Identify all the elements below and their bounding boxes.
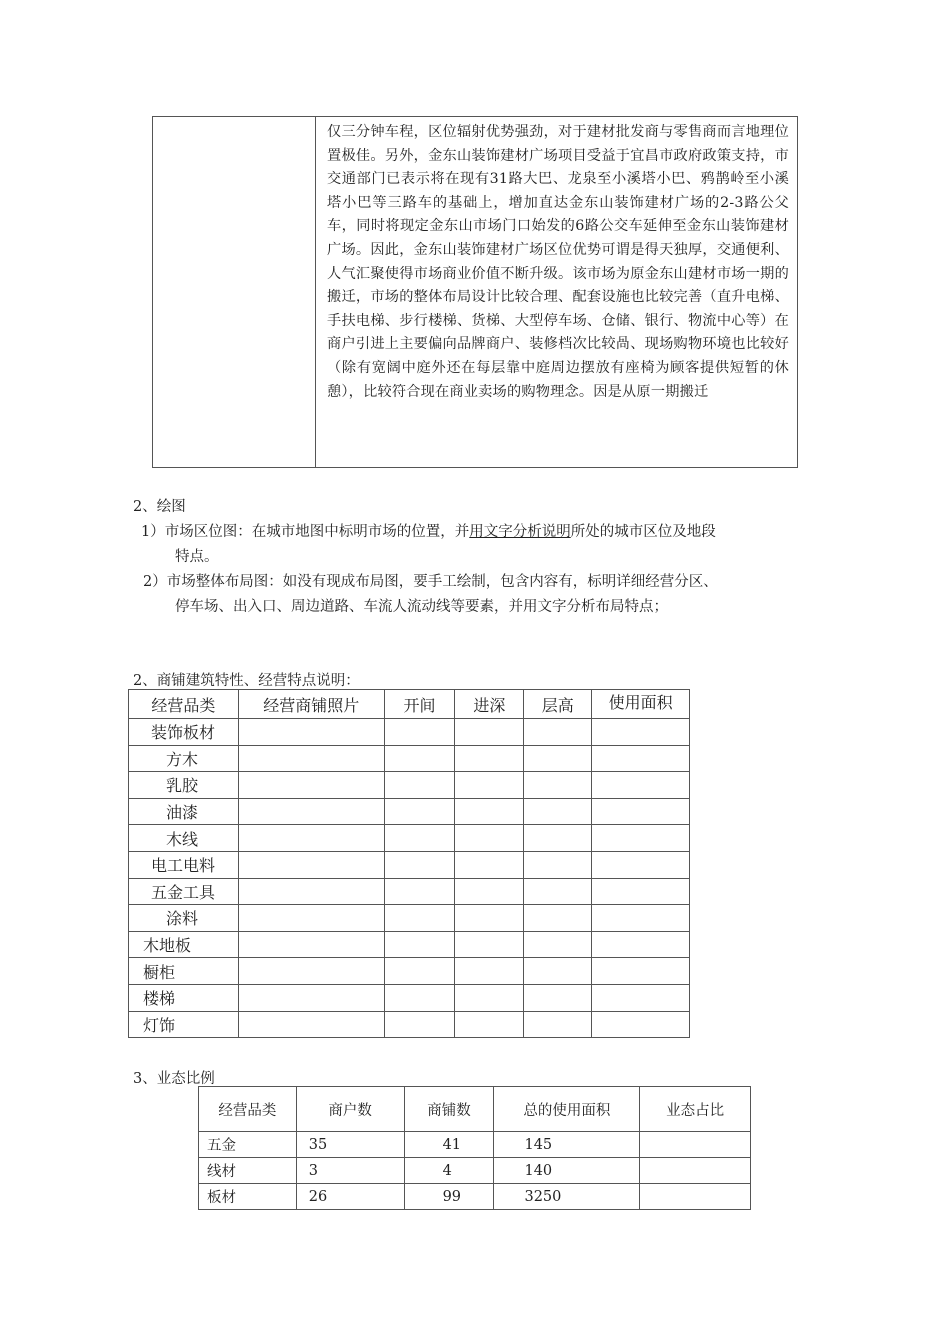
- continuation-table: [152, 116, 798, 468]
- area-cell: 3250: [494, 1184, 640, 1210]
- drawing-heading: 2、绘图: [133, 499, 186, 515]
- category-cell: 木地板: [129, 931, 239, 958]
- shop-count-cell: 4: [404, 1158, 494, 1184]
- header-cell: 商铺数: [404, 1087, 494, 1132]
- category-cell: 楼梯: [129, 984, 239, 1011]
- table-row: [129, 878, 690, 905]
- table-row: [129, 1011, 690, 1038]
- category-cell: 五金: [199, 1132, 297, 1158]
- table-row: [199, 1132, 751, 1158]
- header-cell: 开间: [384, 690, 455, 719]
- table-header-row: [199, 1087, 751, 1132]
- category-cell: 油漆: [129, 798, 239, 825]
- market-description-text: 仅三分钟车程，区位辐射优势强劲，对于建材批发商与零售商而言地理位置极佳。另外，金东山装饰建材广场项目受益于宜昌市政府政策支持，市交通部门已表示将在现有31路大巴、龙泉至小溪塔小巴、鸦鹊岭至小溪塔小巴等三路车的基础上，增加直达金东山装饰建材广场的2-3路公父车，同时将现定金东山市场门口始发的6路公交车延伸至金东山装饰建材广场。因此，金东山装饰建材广场区位优势可谓是得天独厚，交通便利、人气汇聚使得市场商业价值不断升级。该市场为原金东山建材市场一期的搬迁，市场的整体布局设计比较合理、配套设施也比较完善（直升电梯、手扶电梯、步行楼梯、货梯、大型停车场、仓储、银行、物流中心等）在商户引进上主要偏向品牌商户、装修档次比较咼、现场购物环境也比较好（除有宽阔中庭外还在每层靠中庭周边摆放有座椅为顾客提供短暂的休憩），比较符合现在商业卖场的购物理念。因是从原一期搬迁: [327, 124, 789, 400]
- table-row: [129, 825, 690, 852]
- table-row: [199, 1184, 751, 1210]
- merchant-count-cell: 3: [296, 1158, 404, 1184]
- header-cell: 层高: [524, 690, 592, 719]
- merchant-count-cell: 35: [296, 1132, 404, 1158]
- drawing-item-2: 2）市场整体布局图：如没有现成布局图，要手工绘制，包含内容有，标明详细经营分区、: [143, 574, 718, 590]
- column-divider: [315, 117, 316, 467]
- area-cell: 140: [494, 1158, 640, 1184]
- header-cell: 使用面积: [592, 690, 690, 719]
- table-row: [199, 1158, 751, 1184]
- ratio-heading: 3、业态比例: [133, 1071, 215, 1087]
- header-cell: 业态占比: [640, 1087, 751, 1132]
- header-cell: 商户数: [296, 1087, 404, 1132]
- header-cell: 经营品类: [199, 1087, 297, 1132]
- table-row: [129, 984, 690, 1011]
- header-cell: 经营商铺照片: [238, 690, 384, 719]
- category-cell: 橱柜: [129, 958, 239, 985]
- ratio-cell: [640, 1132, 751, 1158]
- category-cell: 装饰板材: [129, 719, 239, 746]
- area-cell: 145: [494, 1132, 640, 1158]
- shop-characteristics-table: [128, 689, 690, 1038]
- table-header-row: [129, 690, 690, 719]
- table-row: [129, 958, 690, 985]
- category-cell: 线材: [199, 1158, 297, 1184]
- category-cell: 乳胶: [129, 772, 239, 799]
- table-row: [129, 719, 690, 746]
- category-cell: 板材: [199, 1184, 297, 1210]
- category-cell: 木线: [129, 825, 239, 852]
- category-cell: 电工电料: [129, 851, 239, 878]
- table-row: [129, 931, 690, 958]
- drawing-item-1-cont: 特点。: [175, 549, 219, 565]
- merchant-count-cell: 26: [296, 1184, 404, 1210]
- table-row: [129, 798, 690, 825]
- shops-heading: 2、商铺建筑特性、经营特点说明：: [133, 673, 360, 689]
- header-cell: 经营品类: [129, 690, 239, 719]
- drawing-item-1-prefix: 1）市场区位图：在城市地图中标明市场的位置，并: [141, 524, 470, 540]
- drawing-item-1: [141, 520, 716, 541]
- ratio-cell: [640, 1184, 751, 1210]
- drawing-item-2-cont: 停车场、出入口、周边道路、车流人流动线等要素，并用文字分析布局特点；: [175, 599, 668, 615]
- table-row: [129, 772, 690, 799]
- header-cell: 总的使用面积: [494, 1087, 640, 1132]
- shop-count-cell: 41: [404, 1132, 494, 1158]
- table-row: [129, 851, 690, 878]
- category-cell: 方木: [129, 745, 239, 772]
- category-cell: 灯饰: [129, 1011, 239, 1038]
- category-cell: 五金工具: [129, 878, 239, 905]
- shop-count-cell: 99: [404, 1184, 494, 1210]
- category-cell: 涂料: [129, 905, 239, 932]
- drawing-item-1-suffix: 所处的城市区位及地段: [570, 524, 716, 540]
- table-row: [129, 745, 690, 772]
- business-ratio-table: [198, 1086, 751, 1210]
- header-cell: 进深: [455, 690, 524, 719]
- table-row: [129, 905, 690, 932]
- drawing-item-1-underlined: 用文字分析说明: [469, 524, 571, 540]
- ratio-cell: [640, 1158, 751, 1184]
